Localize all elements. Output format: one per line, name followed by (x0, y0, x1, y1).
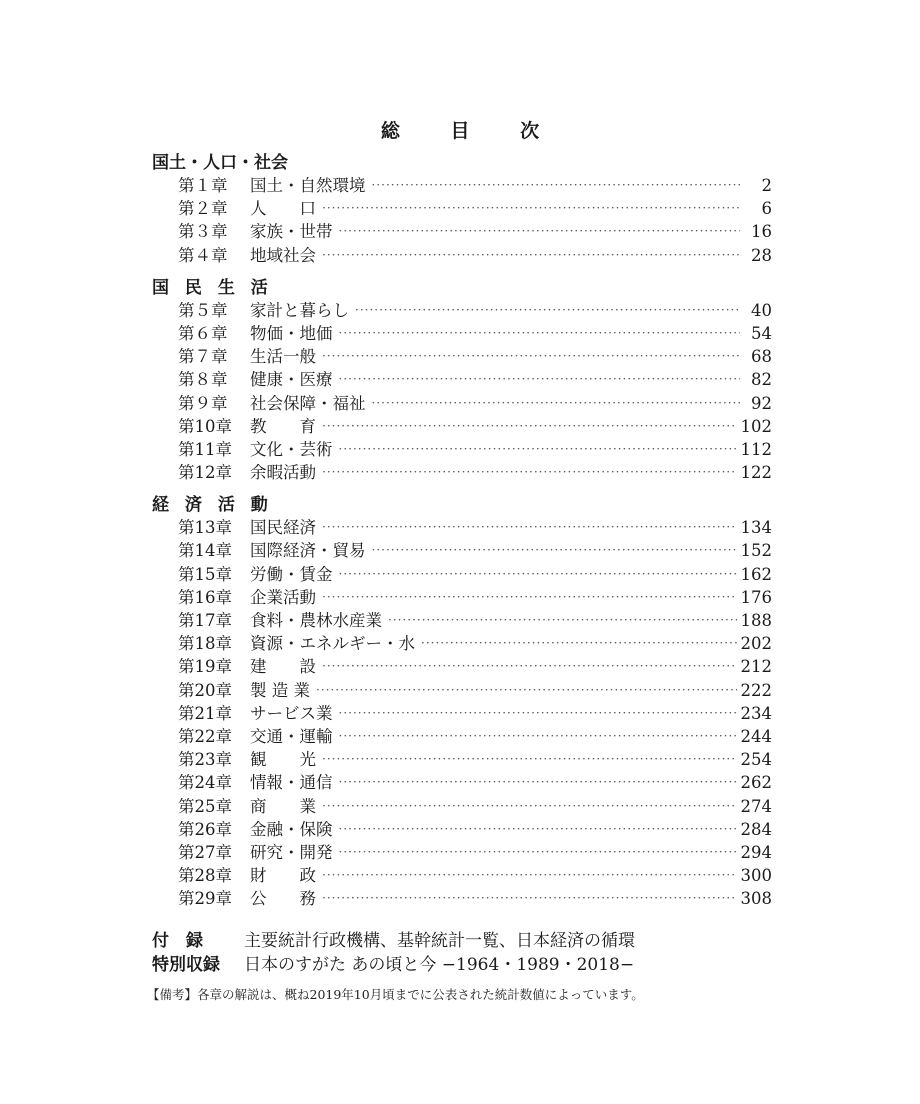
chapter-number: 第15章 (178, 564, 232, 584)
chapter-number: 第27章 (178, 842, 232, 862)
page-number: 82 (751, 370, 772, 390)
page-number: 308 (740, 889, 772, 909)
chapter-number: 第23章 (178, 750, 232, 770)
dot-leader (339, 368, 741, 391)
dot-leader (339, 563, 737, 586)
chapter-row[interactable] (152, 632, 772, 655)
chapter-row[interactable] (152, 563, 772, 586)
page-number: 176 (740, 587, 772, 607)
chapter-row[interactable] (152, 795, 772, 818)
dot-leader (316, 679, 737, 702)
chapter-row[interactable] (152, 702, 772, 725)
chapter-number: 第26章 (178, 819, 232, 839)
chapter-title: 文化・芸術 (250, 439, 333, 459)
chapter-title: 観 光 (250, 750, 316, 770)
chapter-number: 第29章 (178, 889, 232, 909)
page-number: 284 (740, 819, 772, 839)
chapter-row[interactable] (152, 345, 772, 368)
chapter-row[interactable] (152, 516, 772, 539)
dot-leader (322, 244, 740, 267)
dot-leader (322, 197, 740, 220)
page-number: 234 (740, 703, 772, 723)
dot-leader (322, 516, 737, 539)
page-number: 122 (740, 463, 772, 483)
dot-leader (322, 415, 737, 438)
chapter-number: 第４章 (178, 245, 228, 265)
chapter-row[interactable] (152, 392, 772, 415)
page-number: 212 (740, 657, 772, 677)
chapter-title: 公 務 (250, 889, 316, 909)
chapter-title: 人 口 (250, 199, 316, 219)
chapter-title: 家計と暮らし (250, 300, 349, 320)
chapter-title: 物価・地価 (250, 323, 333, 343)
chapter-number: 第21章 (178, 703, 232, 723)
page-title: 総 目 次 (380, 120, 562, 142)
chapter-number: 第13章 (178, 518, 232, 538)
dot-leader (372, 174, 741, 197)
chapter-row[interactable] (152, 415, 772, 438)
chapter-row[interactable] (152, 725, 772, 748)
chapter-number: 第５章 (178, 300, 228, 320)
page-number: 16 (751, 222, 772, 242)
chapter-number: 第20章 (178, 680, 232, 700)
chapter-title: 食料・農林水産業 (250, 611, 382, 630)
page-number: 6 (761, 199, 772, 219)
section-heading: 国 民 生 活 (152, 277, 273, 298)
dot-leader (339, 818, 737, 841)
chapter-row[interactable] (152, 771, 772, 794)
appendix-label: 付 録 (152, 931, 203, 951)
page-number: 92 (751, 393, 772, 413)
page-number: 294 (740, 842, 772, 862)
chapter-number: 第12章 (178, 463, 232, 483)
chapter-number: 第17章 (178, 611, 232, 630)
toc-section (152, 152, 772, 267)
chapter-title: 健康・医療 (250, 370, 333, 390)
chapter-title: 国際経済・貿易 (250, 541, 366, 561)
dot-leader (372, 392, 741, 415)
chapter-title: 商 業 (250, 796, 316, 816)
page-number: 102 (740, 416, 772, 436)
chapter-row[interactable] (152, 322, 772, 345)
chapter-title: 生活一般 (250, 347, 316, 367)
dot-leader (339, 322, 741, 345)
page-number: 254 (740, 750, 772, 770)
chapter-title: 金融・保険 (250, 819, 333, 839)
chapter-title: 企業活動 (250, 587, 316, 607)
dot-leader (322, 345, 740, 368)
page-number: 222 (740, 680, 772, 700)
chapter-number: 第14章 (178, 541, 232, 561)
chapter-row[interactable] (152, 438, 772, 461)
chapter-row[interactable] (152, 818, 772, 841)
chapter-title: 地域社会 (250, 245, 316, 265)
chapter-number: 第６章 (178, 323, 228, 343)
chapter-row[interactable] (152, 174, 772, 197)
chapter-row[interactable] (152, 655, 772, 678)
page-number: 262 (740, 773, 772, 793)
chapter-title: 家族・世帯 (250, 222, 333, 242)
dot-leader (355, 299, 740, 322)
chapter-row[interactable] (152, 197, 772, 220)
dot-leader (339, 702, 737, 725)
chapter-row[interactable] (152, 220, 772, 243)
toc-section (152, 494, 772, 910)
chapter-number: 第８章 (178, 370, 228, 390)
chapter-number: 第２章 (178, 199, 228, 219)
chapter-row[interactable] (152, 244, 772, 267)
chapter-number: 第10章 (178, 416, 232, 436)
appendix-row (152, 929, 792, 953)
chapter-number: 第11章 (178, 439, 232, 459)
page-number: 202 (740, 634, 772, 654)
toc-section (152, 277, 772, 485)
dot-leader (339, 771, 737, 794)
special-label: 特別収録 (152, 955, 220, 975)
dot-leader (322, 864, 737, 887)
special-text: 日本のすがた あの頃と今 −1964・1989・2018− (244, 955, 635, 975)
page-number: 40 (751, 300, 772, 320)
chapter-row[interactable] (152, 586, 772, 609)
page-number: 134 (740, 518, 772, 538)
page-number: 2 (761, 176, 772, 195)
chapter-row[interactable] (152, 299, 772, 322)
chapter-title: 交通・運輸 (250, 726, 333, 746)
page-number: 300 (740, 866, 772, 886)
chapter-number: 第22章 (178, 726, 232, 746)
dot-leader (322, 795, 737, 818)
chapter-title: 余暇活動 (250, 463, 316, 483)
page-number: 274 (740, 796, 772, 816)
dot-leader (339, 438, 737, 461)
remarks-note: 【備考】各章の解説は、概ね2019年10月頃までに公表された統計数値によっています。 (147, 987, 644, 1002)
chapter-row[interactable] (152, 887, 772, 910)
chapter-row[interactable] (152, 864, 772, 887)
chapter-title: 情報・通信 (250, 773, 333, 793)
chapter-row[interactable] (152, 748, 772, 771)
chapter-title: 社会保障・福祉 (250, 393, 366, 413)
chapter-row[interactable] (152, 841, 772, 864)
chapter-row[interactable] (152, 609, 772, 632)
dot-leader (388, 609, 737, 632)
chapter-title: 教 育 (250, 416, 316, 436)
page-number: 152 (740, 541, 772, 561)
dot-leader (322, 748, 737, 771)
chapter-row[interactable] (152, 461, 772, 484)
chapter-row[interactable] (152, 679, 772, 702)
chapter-row[interactable] (152, 539, 772, 562)
chapter-number: 第28章 (178, 866, 232, 886)
dot-leader (421, 632, 737, 655)
appendix-text: 主要統計行政機構、基幹統計一覧、日本経済の循環 (244, 931, 635, 951)
dot-leader (322, 655, 737, 678)
chapter-title: 国民経済 (250, 518, 316, 538)
page-number: 188 (740, 611, 772, 630)
page-number: 112 (740, 439, 772, 459)
page-number: 162 (740, 564, 772, 584)
dot-leader (339, 725, 737, 748)
chapter-title: 建 設 (250, 657, 316, 677)
dot-leader (339, 841, 737, 864)
chapter-title: 製 造 業 (250, 680, 310, 700)
appendix-section (152, 929, 792, 977)
special-row (152, 953, 792, 977)
chapter-row[interactable] (152, 368, 772, 391)
chapter-title: 財 政 (250, 866, 316, 886)
chapter-title: サービス業 (250, 703, 333, 723)
section-heading: 国土・人口・社会 (152, 153, 288, 173)
chapter-number: 第18章 (178, 634, 232, 654)
page-number: 68 (751, 347, 772, 367)
page-number: 54 (751, 323, 772, 343)
page-number: 244 (740, 726, 772, 746)
chapter-number: 第７章 (178, 347, 228, 367)
chapter-number: 第24章 (178, 773, 232, 793)
chapter-number: 第１章 (178, 176, 228, 195)
chapter-number: 第25章 (178, 796, 232, 816)
dot-leader (322, 887, 737, 910)
chapter-title: 国土・自然環境 (250, 176, 366, 195)
chapter-number: 第３章 (178, 222, 228, 242)
dot-leader (339, 220, 741, 243)
chapter-title: 労働・賃金 (250, 564, 333, 584)
dot-leader (322, 461, 737, 484)
section-heading: 経 済 活 動 (152, 495, 273, 516)
chapter-title: 研究・開発 (250, 842, 333, 862)
page-number: 28 (751, 245, 772, 265)
table-of-contents (152, 152, 772, 920)
chapter-title: 資源・エネルギー・水 (250, 634, 415, 654)
chapter-number: 第19章 (178, 657, 232, 677)
chapter-number: 第９章 (178, 393, 228, 413)
dot-leader (372, 539, 737, 562)
chapter-number: 第16章 (178, 587, 232, 607)
dot-leader (322, 586, 737, 609)
